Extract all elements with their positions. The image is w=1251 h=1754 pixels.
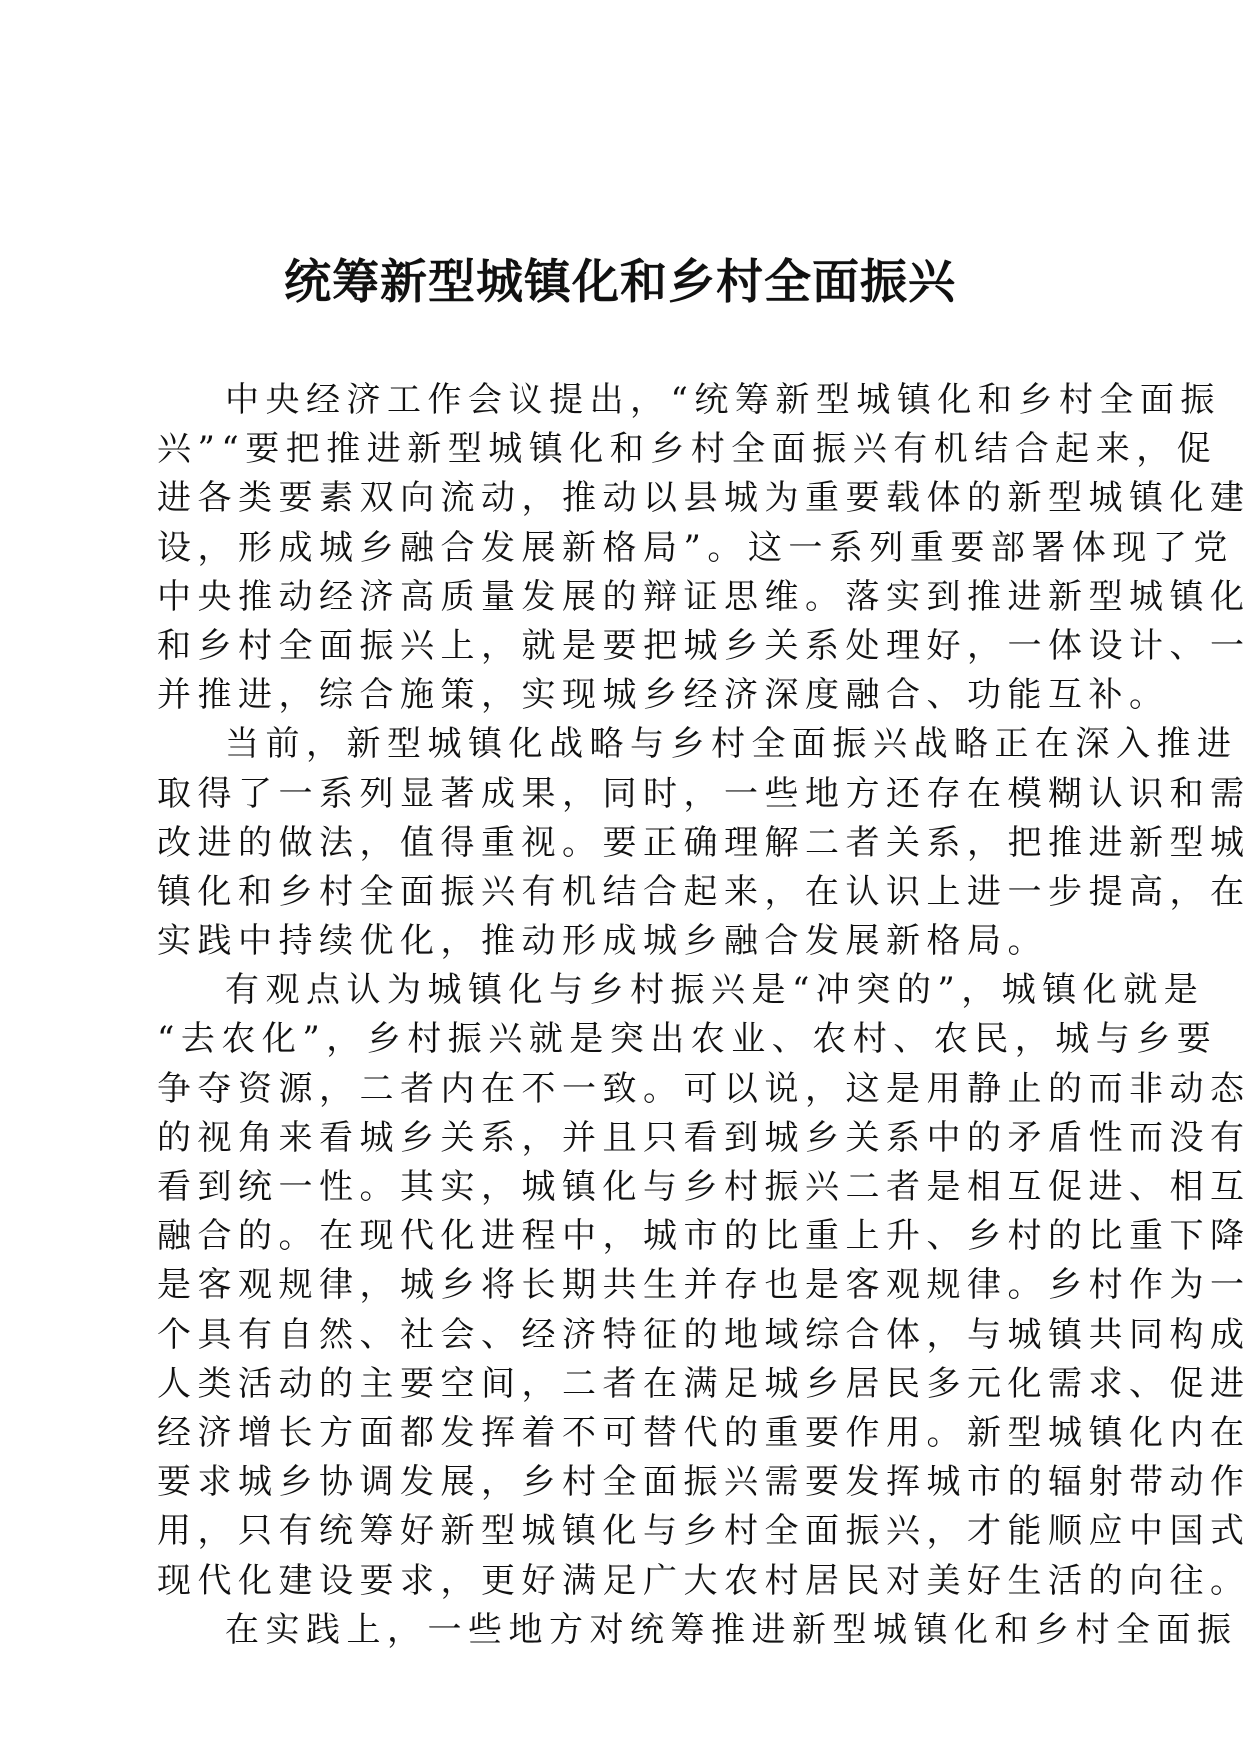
text-line: 经济增长方面都发挥着不可替代的重要作用。新型城镇化内在 (157, 1412, 1251, 1453)
text-line: 进各类要素双向流动，推动以县城为重要载体的新型城镇化建 (157, 478, 1251, 519)
text-line: 用，只有统筹好新型城镇化与乡村全面振兴，才能顺应中国式 (157, 1511, 1251, 1552)
text-line: 现代化建设要求，更好满足广大农村居民对美好生活的向往。 (157, 1560, 1251, 1601)
text-line: 和乡村全面振兴上，就是要把城乡关系处理好，一体设计、一 (157, 625, 1251, 666)
text-line: 兴”“要把推进新型城镇化和乡村全面振兴有机结合起来，促 (157, 429, 1218, 470)
text-line: 要求城乡协调发展，乡村全面振兴需要发挥城市的辐射带动作 (157, 1462, 1251, 1503)
text-line: 争夺资源，二者内在不一致。可以说，这是用静止的而非动态 (157, 1068, 1251, 1109)
text-line: 看到统一性。其实，城镇化与乡村振兴二者是相互促进、相互 (157, 1167, 1251, 1207)
document-body (157, 376, 1251, 1655)
text-line: 的视角来看城乡关系，并且只看到城乡关系中的矛盾性而没有 (157, 1117, 1251, 1158)
text-line: 在实践上，一些地方对统筹推进新型城镇化和乡村全面振 (225, 1609, 1238, 1650)
text-line: 中央推动经济高质量发展的辩证思维。落实到推进新型城镇化 (157, 576, 1251, 617)
text-line: 中央经济工作会议提出，“统筹新型城镇化和乡村全面振 (225, 380, 1221, 420)
text-line: 有观点认为城镇化与乡村振兴是“冲突的”，城镇化就是 (225, 970, 1205, 1011)
text-line: 并推进，综合施策，实现城乡经济深度融合、功能互补。 (157, 675, 1170, 716)
text-line: 人类活动的主要空间，二者在满足城乡居民多元化需求、促进 (157, 1363, 1251, 1404)
text-line: 取得了一系列显著成果，同时，一些地方还存在模糊认识和需 (157, 773, 1251, 814)
text-line: 融合的。在现代化进程中，城市的比重上升、乡村的比重下降 (157, 1216, 1251, 1257)
text-line: 改进的做法，值得重视。要正确理解二者关系，把推进新型城 (157, 822, 1251, 863)
text-line: 设，形成城乡融合发展新格局”。这一系列重要部署体现了党 (157, 527, 1234, 568)
text-line: 实践中持续优化，推动形成城乡融合发展新格局。 (157, 921, 1048, 962)
text-line: “去农化”，乡村振兴就是突出农业、农村、农民，城与乡要 (157, 1019, 1218, 1060)
text-line: 镇化和乡村全面振兴有机结合起来，在认识上进一步提高，在 (157, 871, 1251, 912)
text-line: 个具有自然、社会、经济特征的地域综合体，与城镇共同构成 (157, 1314, 1251, 1355)
document-title: 统筹新型城镇化和乡村全面振兴 (284, 255, 956, 310)
text-line: 当前，新型城镇化战略与乡村全面振兴战略正在深入推进 (225, 724, 1238, 765)
text-line: 是客观规律，城乡将长期共生并存也是客观规律。乡村作为一 (157, 1265, 1251, 1306)
